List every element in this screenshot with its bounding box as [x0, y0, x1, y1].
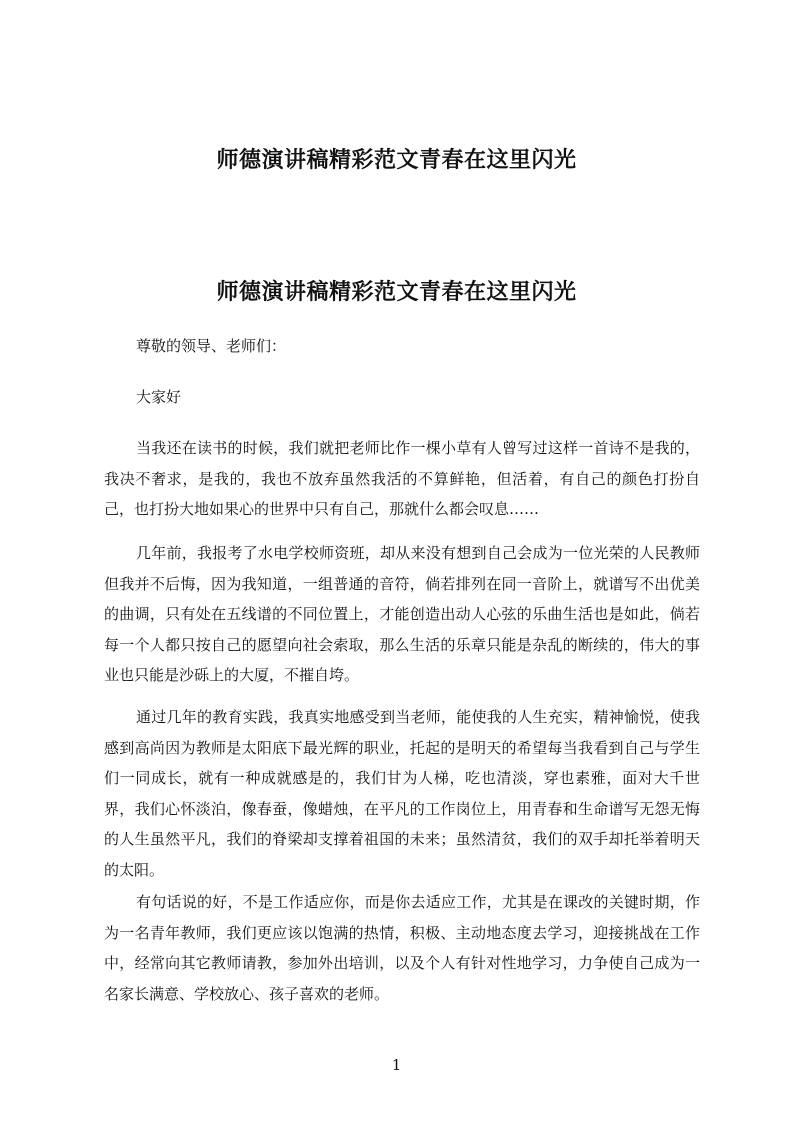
- page-number: 1: [391, 1056, 402, 1074]
- paragraph-2: 几年前，我报考了水电学校师资班，却从来没有想到自己会成为一位光荣的人民教师但我并不后悔，因为我知道，一组普通的音符，倘若排列在同一音阶上，就谱写不出优美的曲调，只有处在五线谱的不同位置上，才能创造出动人心弦的乐曲生活也是如此，倘若每一个人都只按自己的愿望向社会索取，那么生活的乐章只能是杂乱的断续的，伟大的事业也只能是沙砾上的大厦，不摧自垮。: [104, 544, 700, 684]
- paragraph-salutation: 尊敬的领导、老师们：: [136, 337, 287, 355]
- header-title: 师德演讲稿精彩范文青春在这里闪光: [216, 148, 577, 173]
- paragraph-1: 当我还在读书的时候，我们就把老师比作一棵小草有人曾写过这样一首诗不是我的，我决不奢求，是我的，我也不放弃虽然我活的不算鲜艳，但活着，有自己的颜色打扮自己，也打扮大地如果心的世界中只有自己，那就什么都会叹息……: [104, 439, 700, 518]
- paragraph-greeting: 大家好: [136, 388, 182, 406]
- page-title: 师德演讲稿精彩范文青春在这里闪光: [216, 280, 577, 305]
- paragraph-4: 有句话说的好，不是工作适应你，而是你去适应工作，尤其是在课改的关键时期，作为一名青年教师，我们更应该以饱满的热情，积极、主动地态度去学习，迎接挑战在工作中，经常向其它教师请教，参加外出培训，以及个人有针对性地学习，力争使自己成为一名家长满意、学校放心、孩子喜欢的老师。: [104, 893, 700, 1003]
- paragraph-3: 通过几年的教育实践，我真实地感受到当老师，能使我的人生充实，精神愉悦，使我感到高尚因为教师是太阳底下最光辉的职业，托起的是明天的希望每当我看到自己与学生们一同成长，就有一种成就感是的，我们甘为人梯，吃也清淡，穿也素雅，面对大千世界，我们心怀淡泊，像春蚕，像蜡烛，在平凡的工作岗位上，用青春和生命谱写无怨无悔的人生虽然平凡，我们的脊梁却支撑着祖国的未来；虽然清贫，我们的双手却托举着明天的太阳。: [104, 708, 700, 879]
